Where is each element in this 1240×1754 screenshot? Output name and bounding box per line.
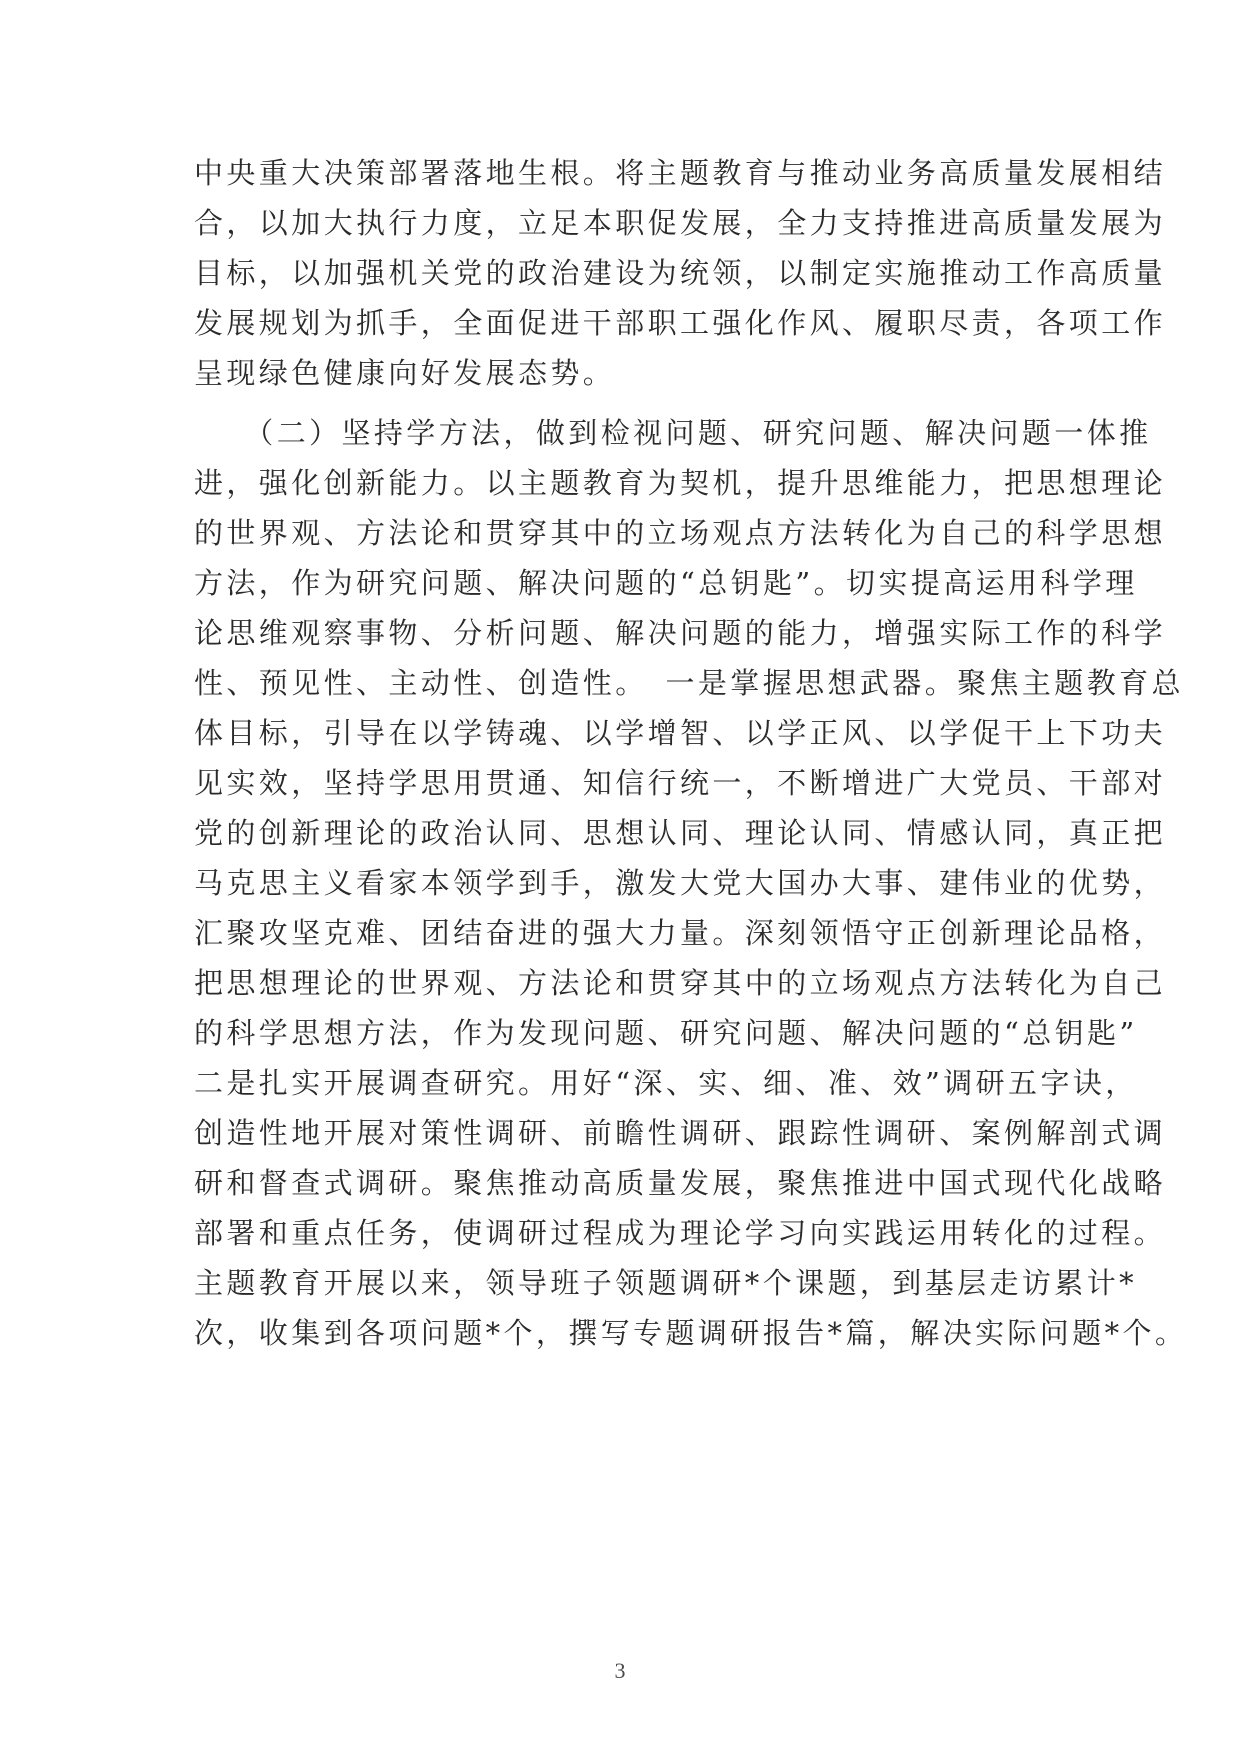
text-line: 进，强化创新能力。以主题教育为契机，提升思维能力，把思想理论 (194, 466, 1167, 500)
text-line: 中央重大决策部署落地生根。将主题教育与推动业务高质量发展相结 (194, 156, 1167, 190)
text-line: 的世界观、方法论和贯穿其中的立场观点方法转化为自己的科学思想 (194, 516, 1167, 550)
text-line: 的科学思想方法，作为发现问题、研究问题、解决问题的“总钥匙” (194, 1016, 1138, 1050)
text-line: 目标，以加强机关党的政治建设为统领，以制定实施推动工作高质量 (194, 256, 1167, 290)
text-line: 呈现绿色健康向好发展态势。 (194, 356, 616, 390)
body-text (194, 148, 1188, 1358)
text-line: 主题教育开展以来，领导班子领题调研*个课题，到基层走访累计* (194, 1266, 1138, 1300)
text-line: 方法，作为研究问题、解决问题的“总钥匙”。切实提高运用科学理 (194, 566, 1138, 600)
text-line: 性、预见性、主动性、创造性。 一是掌握思想武器。聚焦主题教育总 (194, 666, 1184, 700)
text-line: 创造性地开展对策性调研、前瞻性调研、跟踪性调研、案例解剖式调 (194, 1116, 1167, 1150)
text-line: 研和督查式调研。聚焦推动高质量发展，聚焦推进中国式现代化战略 (194, 1166, 1167, 1200)
paragraph-gap (194, 398, 1074, 408)
text-line: （二）坚持学方法，做到检视问题、研究问题、解决问题一体推 (194, 416, 1152, 450)
text-line: 汇聚攻坚克难、团结奋进的强大力量。深刻领悟守正创新理论品格， (194, 916, 1167, 950)
text-line: 二是扎实开展调查研究。用好“深、实、细、准、效”调研五字诀， (194, 1066, 1138, 1100)
text-line: 次，收集到各项问题*个，撰写专题调研报告*篇，解决实际问题*个。 (194, 1316, 1188, 1350)
text-line: 把思想理论的世界观、方法论和贯穿其中的立场观点方法转化为自己 (194, 966, 1167, 1000)
text-line: 见实效，坚持学思用贯通、知信行统一，不断增进广大党员、干部对 (194, 766, 1167, 800)
text-line: 体目标，引导在以学铸魂、以学增智、以学正风、以学促干上下功夫 (194, 716, 1167, 750)
text-line: 发展规划为抓手，全面促进干部职工强化作风、履职尽责，各项工作 (194, 306, 1167, 340)
paragraph-2 (194, 408, 1188, 1358)
text-line: 马克思主义看家本领学到手，激发大党大国办大事、建伟业的优势， (194, 866, 1167, 900)
text-line: 合，以加大执行力度，立足本职促发展，全力支持推进高质量发展为 (194, 206, 1167, 240)
paragraph-1 (194, 148, 1167, 398)
text-line: 党的创新理论的政治认同、思想认同、理论认同、情感认同，真正把 (194, 816, 1167, 850)
text-line: 部署和重点任务，使调研过程成为理论学习向实践运用转化的过程。 (194, 1216, 1167, 1250)
text-line: 论思维观察事物、分析问题、解决问题的能力，增强实际工作的科学 (194, 616, 1167, 650)
page-number: 3 (614, 1658, 626, 1683)
